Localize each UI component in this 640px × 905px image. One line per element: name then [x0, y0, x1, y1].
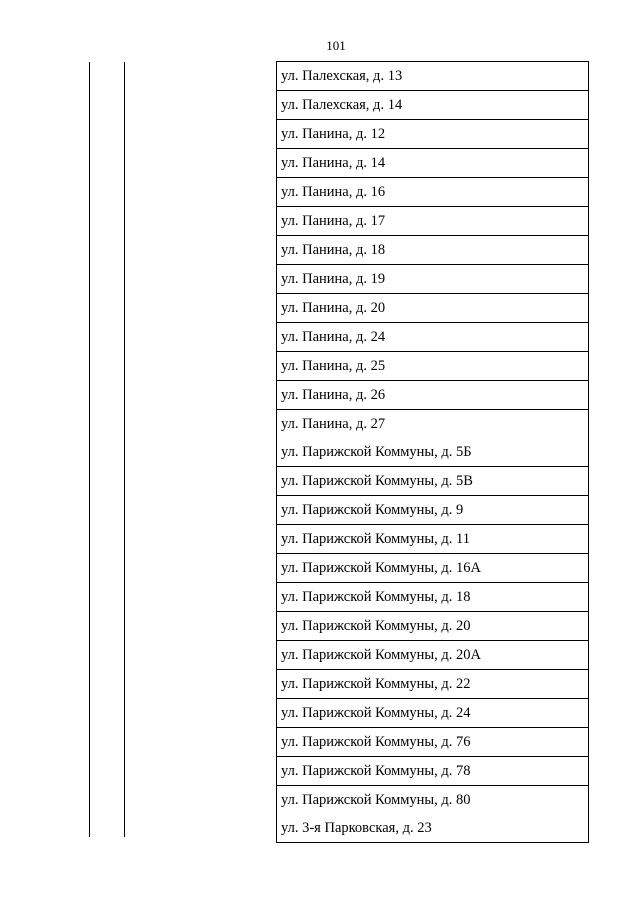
address-row: ул. Панина, д. 12	[277, 120, 588, 149]
address-table	[276, 61, 589, 843]
address-row: ул. Панина, д. 24	[277, 323, 588, 352]
address-row: ул. Панина, д. 16	[277, 178, 588, 207]
address-row: ул. Парижской Коммуны, д. 11	[277, 525, 588, 554]
address-row: ул. Панина, д. 17	[277, 207, 588, 236]
address-row: ул. Парижской Коммуны, д. 16А	[277, 554, 588, 583]
address-row: ул. Панина, д. 19	[277, 265, 588, 294]
address-row: ул. 3-я Парковская, д. 23	[281, 819, 432, 836]
address-row: ул. Парижской Коммуны, д. 76	[277, 728, 588, 757]
address-row: ул. Парижской Коммуны, д. 18	[277, 583, 588, 612]
address-row: ул. Палехская, д. 13	[277, 62, 588, 91]
middle-column-border	[124, 62, 125, 837]
address-row: ул. Парижской Коммуны, д. 5В	[277, 467, 588, 496]
address-row: ул. Парижской Коммуны, д. 20А	[277, 641, 588, 670]
address-row: ул. Парижской Коммуны, д. 5Б	[277, 438, 588, 467]
address-row: ул. Панина, д. 26	[277, 381, 588, 410]
address-row: ул. Парижской Коммуны, д. 9	[277, 496, 588, 525]
address-row: ул. Панина, д. 27	[281, 415, 386, 432]
address-row: ул. Панина, д. 25	[277, 352, 588, 381]
address-row: ул. Палехская, д. 14	[277, 91, 588, 120]
address-row: ул. Парижской Коммуны, д. 80	[281, 791, 471, 808]
address-row: ул. Парижской Коммуны, д. 20	[277, 612, 588, 641]
address-row: ул. Панина, д. 20	[277, 294, 588, 323]
address-row: ул. Парижской Коммуны, д. 22	[277, 670, 588, 699]
address-row: ул. Панина, д. 14	[277, 149, 588, 178]
address-row: ул. Парижской Коммуны, д. 24	[277, 699, 588, 728]
address-row: ул. Парижской Коммуны, д. 78	[277, 757, 588, 786]
address-row: ул. Панина, д. 18	[277, 236, 588, 265]
page-number: 101	[326, 38, 346, 53]
left-column-border	[89, 62, 90, 837]
